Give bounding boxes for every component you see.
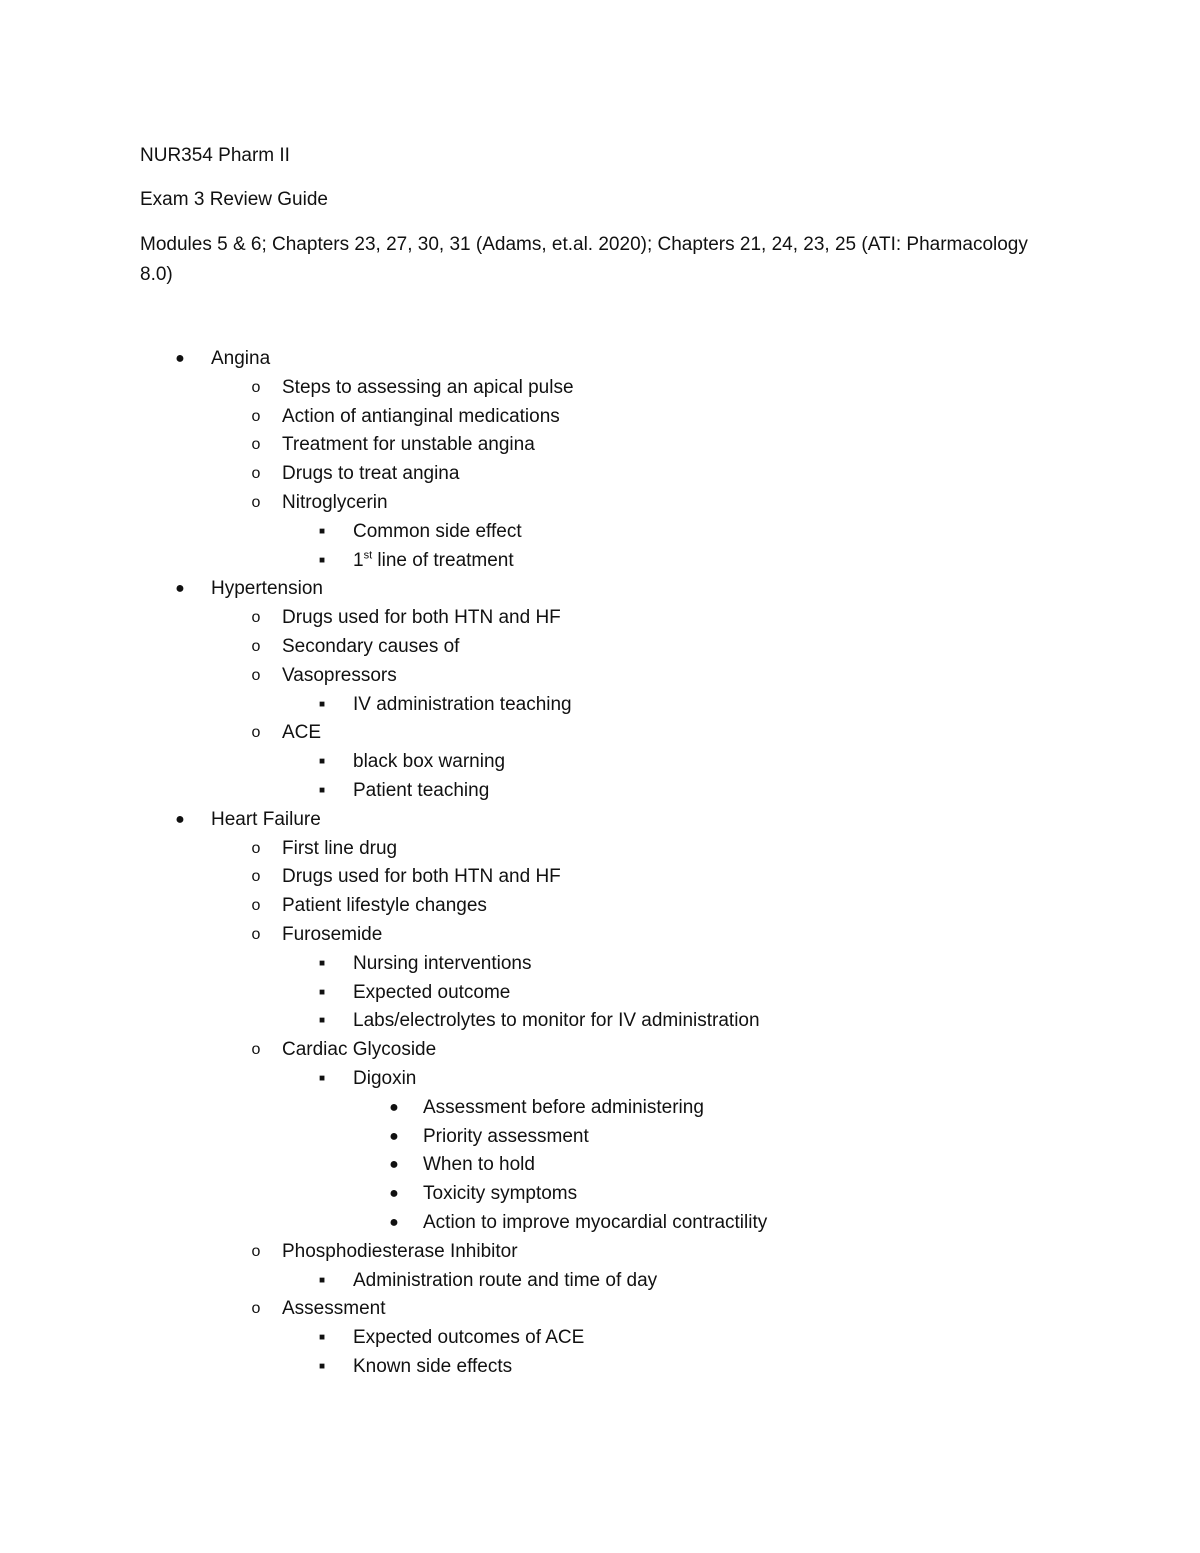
list-item-text: Labs/electrolytes to monitor for IV administration <box>353 1010 760 1032</box>
list-item-text: Known side effects <box>353 1355 513 1377</box>
list-item-text: Toxicity symptoms <box>423 1183 578 1205</box>
topic-hypertension: Hypertension <box>211 578 323 600</box>
bullet-icon: ● <box>389 1185 399 1203</box>
bullet-icon: ● <box>389 1213 399 1231</box>
circle-bullet-icon: o <box>251 897 261 915</box>
circle-bullet-icon: o <box>251 465 261 483</box>
square-bullet-icon: ■ <box>318 1360 326 1372</box>
list-item <box>0 1180 1200 1209</box>
list-item-text: Common side effect <box>353 520 522 542</box>
ordinal-rest: line of treatment <box>372 549 514 571</box>
circle-bullet-icon: o <box>251 666 261 684</box>
list-item-text: Furosemide <box>282 923 383 945</box>
list-item <box>0 403 1200 432</box>
list-item <box>0 1238 1200 1267</box>
circle-bullet-icon: o <box>251 407 261 425</box>
list-item-text: Drugs used for both HTN and HF <box>282 866 561 888</box>
list-item-text: Treatment for unstable angina <box>282 434 535 456</box>
list-item-text: Expected outcome <box>353 981 511 1003</box>
list-item-text: Steps to assessing an apical pulse <box>282 376 574 398</box>
circle-bullet-icon: o <box>251 868 261 886</box>
circle-bullet-icon: o <box>251 839 261 857</box>
list-item-text: Nitroglycerin <box>282 491 388 513</box>
list-item <box>0 431 1200 460</box>
list-item <box>0 1353 1200 1382</box>
circle-bullet-icon: o <box>251 436 261 454</box>
list-item <box>0 979 1200 1008</box>
list-item <box>0 518 1200 547</box>
modules-line: Modules 5 & 6; Chapters 23, 27, 30, 31 (Adams, et.al. 2020); Chapters 21, 24, 23, 25 (ATI: Pharmacology 8.0) <box>140 234 1028 285</box>
square-bullet-icon: ■ <box>318 784 326 796</box>
bullet-icon: ● <box>389 1098 399 1116</box>
list-item <box>0 748 1200 777</box>
list-item <box>0 950 1200 979</box>
bullet-icon: ● <box>389 1156 399 1174</box>
list-item-text: Patient teaching <box>353 779 490 801</box>
bullet-icon: ● <box>175 580 185 598</box>
bullet-icon: ● <box>389 1127 399 1145</box>
review-outline <box>0 345 1200 1382</box>
list-item-text: Cardiac Glycoside <box>282 1039 437 1061</box>
list-item <box>0 691 1200 720</box>
list-item <box>0 1094 1200 1123</box>
square-bullet-icon: ■ <box>318 986 326 998</box>
list-item-text: Vasopressors <box>282 664 397 686</box>
list-item <box>0 460 1200 489</box>
list-item <box>0 863 1200 892</box>
list-item-text: Secondary causes of <box>282 635 460 657</box>
list-item <box>0 1007 1200 1036</box>
list-item-text: Digoxin <box>353 1067 417 1089</box>
list-item <box>0 1065 1200 1094</box>
square-bullet-icon: ■ <box>318 554 326 566</box>
course-title: NUR354 Pharm II <box>140 145 290 166</box>
square-bullet-icon: ■ <box>318 698 326 710</box>
ordinal-number: 1 <box>353 549 364 571</box>
list-item-text <box>353 547 514 576</box>
list-item-text: IV administration teaching <box>353 693 572 715</box>
list-item-text: Action to improve myocardial contractility <box>423 1211 768 1233</box>
list-item-text: Assessment <box>282 1298 386 1320</box>
list-item <box>0 633 1200 662</box>
list-item <box>0 345 1200 374</box>
square-bullet-icon: ■ <box>318 1072 326 1084</box>
circle-bullet-icon: o <box>251 925 261 943</box>
bullet-icon: ● <box>175 350 185 367</box>
list-item <box>0 892 1200 921</box>
circle-bullet-icon: o <box>251 1242 261 1260</box>
list-item <box>0 604 1200 633</box>
list-item <box>0 1324 1200 1353</box>
list-item-text: Drugs used for both HTN and HF <box>282 607 561 629</box>
list-item-text: Phosphodiesterase Inhibitor <box>282 1240 518 1262</box>
list-item <box>0 1295 1200 1324</box>
square-bullet-icon: ■ <box>318 525 326 537</box>
list-item-text: Action of antianginal medications <box>282 405 560 427</box>
list-item-text: Nursing interventions <box>353 952 532 974</box>
list-item <box>0 489 1200 518</box>
bullet-icon: ● <box>175 810 185 828</box>
list-item-text: Assessment before administering <box>423 1096 704 1118</box>
square-bullet-icon: ■ <box>318 756 326 768</box>
list-item-text: Administration route and time of day <box>353 1269 658 1291</box>
list-item <box>0 547 1200 576</box>
square-bullet-icon: ■ <box>318 1015 326 1027</box>
list-item <box>0 777 1200 806</box>
ordinal-suffix: st <box>363 549 373 562</box>
circle-bullet-icon: o <box>251 1041 261 1059</box>
circle-bullet-icon: o <box>251 378 261 396</box>
list-item <box>0 806 1200 835</box>
square-bullet-icon: ■ <box>318 957 326 969</box>
guide-title: Exam 3 Review Guide <box>140 189 328 210</box>
circle-bullet-icon: o <box>251 609 261 627</box>
list-item <box>0 1209 1200 1238</box>
list-item-text: First line drug <box>282 837 398 859</box>
topic-angina: Angina <box>211 348 271 369</box>
list-item-text: Priority assessment <box>423 1125 589 1147</box>
square-bullet-icon: ■ <box>318 1332 326 1344</box>
circle-bullet-icon: o <box>251 493 261 511</box>
list-item <box>0 1267 1200 1296</box>
circle-bullet-icon: o <box>251 637 261 655</box>
list-item-text: Patient lifestyle changes <box>282 895 487 917</box>
list-item-text: Expected outcomes of ACE <box>353 1327 585 1349</box>
list-item-text: black box warning <box>353 751 506 773</box>
topic-heart-failure: Heart Failure <box>211 808 321 830</box>
list-item <box>0 575 1200 604</box>
list-item-text: Drugs to treat angina <box>282 463 460 485</box>
list-item <box>0 662 1200 691</box>
list-item <box>0 1151 1200 1180</box>
list-item-text: ACE <box>282 722 322 744</box>
square-bullet-icon: ■ <box>318 1274 326 1286</box>
list-item-text: When to hold <box>423 1154 535 1176</box>
list-item <box>0 921 1200 950</box>
list-item <box>0 1036 1200 1065</box>
list-item <box>0 719 1200 748</box>
list-item <box>0 835 1200 864</box>
circle-bullet-icon: o <box>251 1300 261 1318</box>
circle-bullet-icon: o <box>251 724 261 742</box>
list-item <box>0 1123 1200 1152</box>
list-item <box>0 374 1200 403</box>
